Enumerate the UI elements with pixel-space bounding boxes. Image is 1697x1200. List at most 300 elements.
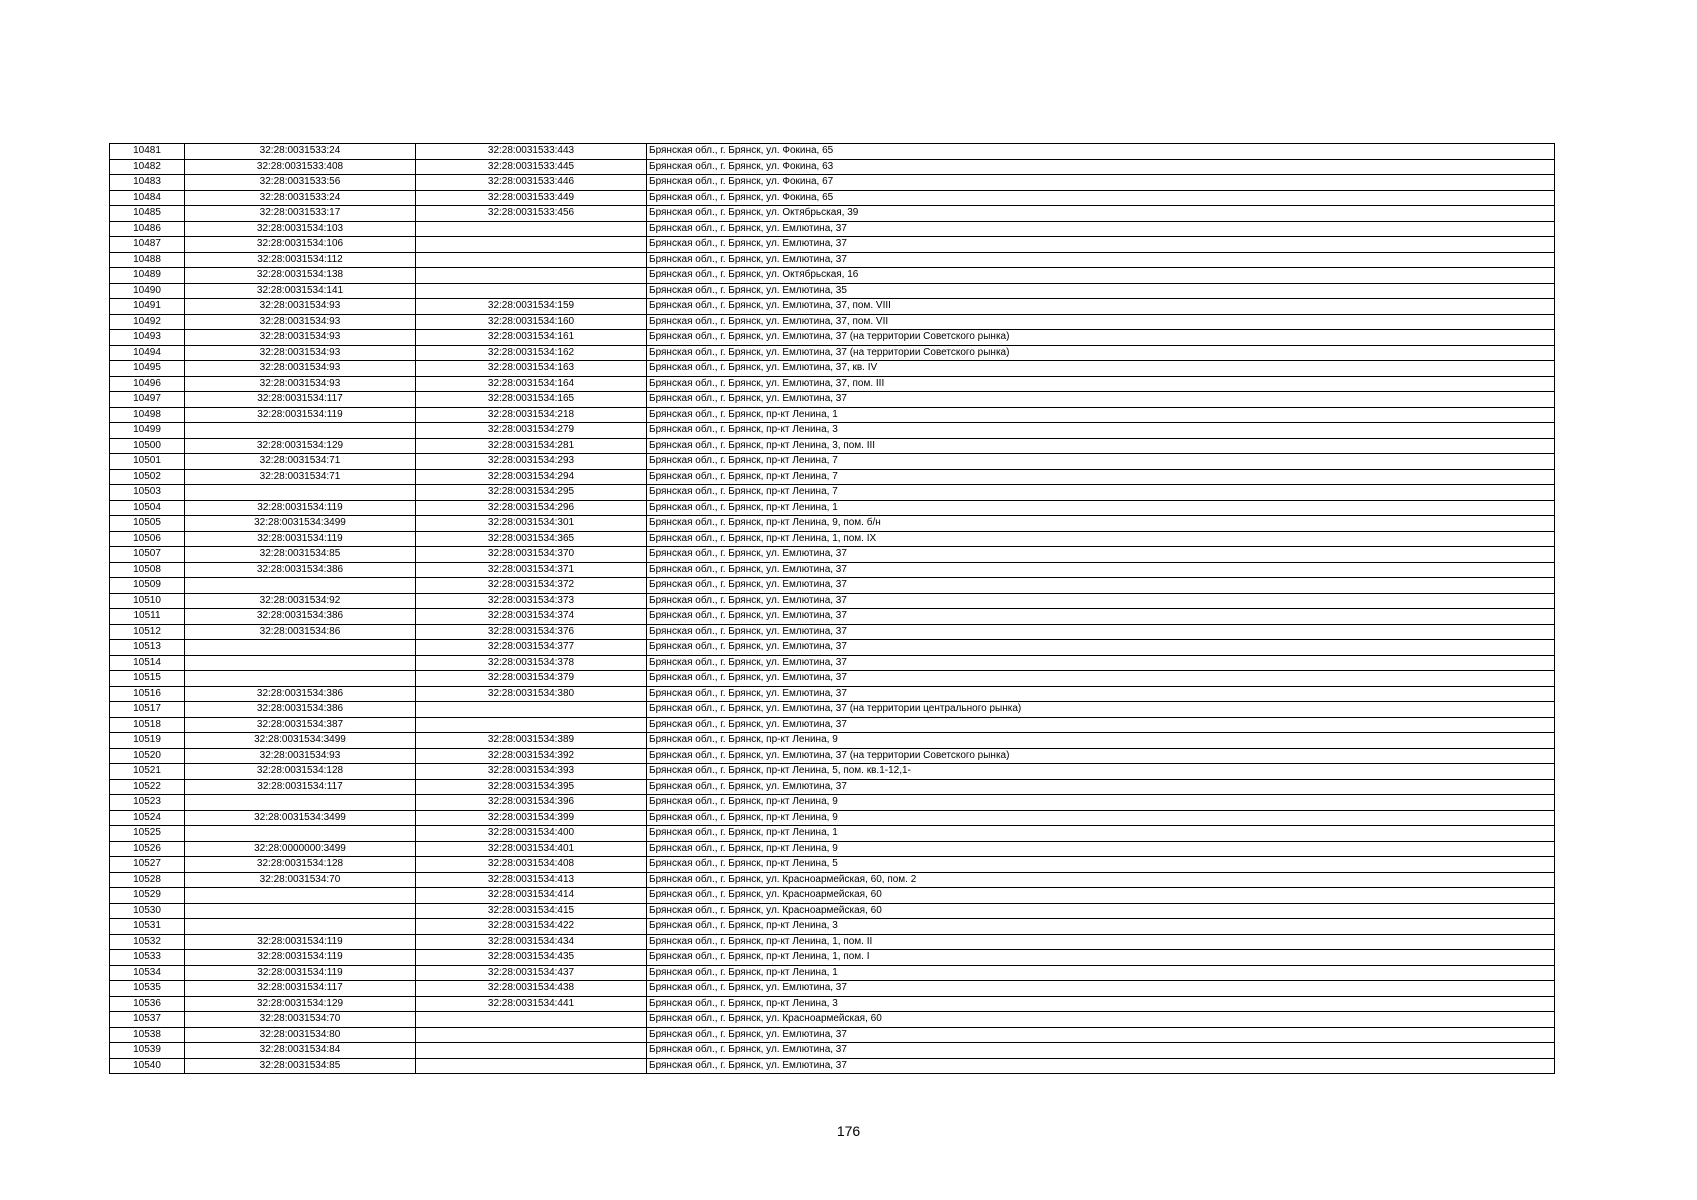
object-number-cell: 32:28:0031534:437 bbox=[416, 965, 647, 981]
object-number-cell: 32:28:0031534:376 bbox=[416, 624, 647, 640]
address-cell: Брянская обл., г. Брянск, ул. Емлютина, 37 bbox=[647, 624, 1555, 640]
row-number-cell: 10481 bbox=[110, 144, 185, 160]
table-row bbox=[110, 376, 1555, 392]
row-number-cell: 10528 bbox=[110, 872, 185, 888]
parcel-number-cell: 32:28:0031534:93 bbox=[185, 330, 416, 346]
parcel-number-cell: 32:28:0031534:119 bbox=[185, 407, 416, 423]
address-cell: Брянская обл., г. Брянск, пр-кт Ленина, 3 bbox=[647, 996, 1555, 1012]
row-number-cell: 10495 bbox=[110, 361, 185, 377]
object-number-cell: 32:28:0031534:434 bbox=[416, 934, 647, 950]
table-row bbox=[110, 407, 1555, 423]
parcel-number-cell: 32:28:0031534:119 bbox=[185, 950, 416, 966]
address-cell: Брянская обл., г. Брянск, ул. Емлютина, 37, пом. III bbox=[647, 376, 1555, 392]
address-cell: Брянская обл., г. Брянск, ул. Емлютина, 37 (на территории Советского рынка) bbox=[647, 748, 1555, 764]
row-number-cell: 10516 bbox=[110, 686, 185, 702]
parcel-number-cell: 32:28:0031534:3499 bbox=[185, 733, 416, 749]
parcel-number-cell: 32:28:0031534:387 bbox=[185, 717, 416, 733]
address-cell: Брянская обл., г. Брянск, ул. Емлютина, 37 (на территории Советского рынка) bbox=[647, 345, 1555, 361]
row-number-cell: 10507 bbox=[110, 547, 185, 563]
address-cell: Брянская обл., г. Брянск, ул. Емлютина, 37 bbox=[647, 717, 1555, 733]
parcel-number-cell: 32:28:0031534:85 bbox=[185, 1058, 416, 1074]
parcel-number-cell: 32:28:0031534:141 bbox=[185, 283, 416, 299]
object-number-cell: 32:28:0031534:279 bbox=[416, 423, 647, 439]
page-number: 176 bbox=[836, 1123, 861, 1139]
table-row bbox=[110, 1043, 1555, 1059]
parcel-number-cell: 32:28:0031534:119 bbox=[185, 500, 416, 516]
row-number-cell: 10497 bbox=[110, 392, 185, 408]
object-number-cell: 32:28:0031534:414 bbox=[416, 888, 647, 904]
object-number-cell bbox=[416, 702, 647, 718]
table-row bbox=[110, 810, 1555, 826]
row-number-cell: 10486 bbox=[110, 221, 185, 237]
address-cell: Брянская обл., г. Брянск, ул. Емлютина, 37 bbox=[647, 1043, 1555, 1059]
row-number-cell: 10519 bbox=[110, 733, 185, 749]
parcel-number-cell: 32:28:0031534:80 bbox=[185, 1027, 416, 1043]
row-number-cell: 10496 bbox=[110, 376, 185, 392]
table-row bbox=[110, 314, 1555, 330]
object-number-cell bbox=[416, 717, 647, 733]
address-cell: Брянская обл., г. Брянск, ул. Фокина, 65 bbox=[647, 190, 1555, 206]
table-row bbox=[110, 748, 1555, 764]
address-cell: Брянская обл., г. Брянск, ул. Октябрьская, 39 bbox=[647, 206, 1555, 222]
object-number-cell: 32:28:0031534:372 bbox=[416, 578, 647, 594]
address-cell: Брянская обл., г. Брянск, ул. Емлютина, 37 bbox=[647, 779, 1555, 795]
parcel-number-cell: 32:28:0031534:71 bbox=[185, 454, 416, 470]
address-cell: Брянская обл., г. Брянск, ул. Фокина, 67 bbox=[647, 175, 1555, 191]
parcel-number-cell: 32:28:0031534:85 bbox=[185, 547, 416, 563]
row-number-cell: 10506 bbox=[110, 531, 185, 547]
address-cell: Брянская обл., г. Брянск, ул. Емлютина, 37 (на территории Советского рынка) bbox=[647, 330, 1555, 346]
table-row bbox=[110, 671, 1555, 687]
object-number-cell: 32:28:0031534:160 bbox=[416, 314, 647, 330]
object-number-cell: 32:28:0031534:163 bbox=[416, 361, 647, 377]
address-cell: Брянская обл., г. Брянск, ул. Емлютина, 37 bbox=[647, 1058, 1555, 1074]
row-number-cell: 10530 bbox=[110, 903, 185, 919]
object-number-cell: 32:28:0031534:164 bbox=[416, 376, 647, 392]
table-row bbox=[110, 686, 1555, 702]
row-number-cell: 10536 bbox=[110, 996, 185, 1012]
address-cell: Брянская обл., г. Брянск, ул. Емлютина, 37 bbox=[647, 640, 1555, 656]
address-cell: Брянская обл., г. Брянск, ул. Красноармейская, 60 bbox=[647, 888, 1555, 904]
parcel-number-cell bbox=[185, 640, 416, 656]
address-cell: Брянская обл., г. Брянск, пр-кт Ленина, 5, пом. кв.1-12,1- bbox=[647, 764, 1555, 780]
object-number-cell: 32:28:0031533:445 bbox=[416, 159, 647, 175]
parcel-number-cell bbox=[185, 826, 416, 842]
table-row bbox=[110, 640, 1555, 656]
row-number-cell: 10532 bbox=[110, 934, 185, 950]
address-cell: Брянская обл., г. Брянск, пр-кт Ленина, 9, пом. б/н bbox=[647, 516, 1555, 532]
address-cell: Брянская обл., г. Брянск, пр-кт Ленина, 3, пом. III bbox=[647, 438, 1555, 454]
row-number-cell: 10484 bbox=[110, 190, 185, 206]
table-row bbox=[110, 872, 1555, 888]
address-cell: Брянская обл., г. Брянск, ул. Емлютина, 37 bbox=[647, 252, 1555, 268]
address-cell: Брянская обл., г. Брянск, пр-кт Ленина, 3 bbox=[647, 423, 1555, 439]
table-row bbox=[110, 206, 1555, 222]
parcel-number-cell: 32:28:0031534:84 bbox=[185, 1043, 416, 1059]
address-cell: Брянская обл., г. Брянск, пр-кт Ленина, 9 bbox=[647, 733, 1555, 749]
table-row bbox=[110, 733, 1555, 749]
parcel-number-cell bbox=[185, 795, 416, 811]
row-number-cell: 10534 bbox=[110, 965, 185, 981]
address-cell: Брянская обл., г. Брянск, ул. Емлютина, 37 bbox=[647, 609, 1555, 625]
row-number-cell: 10531 bbox=[110, 919, 185, 935]
row-number-cell: 10527 bbox=[110, 857, 185, 873]
parcel-number-cell: 32:28:0031534:93 bbox=[185, 376, 416, 392]
table-row bbox=[110, 1027, 1555, 1043]
table-row bbox=[110, 795, 1555, 811]
object-number-cell: 32:28:0031534:365 bbox=[416, 531, 647, 547]
parcel-number-cell: 32:28:0031533:56 bbox=[185, 175, 416, 191]
parcel-number-cell: 32:28:0031534:106 bbox=[185, 237, 416, 253]
table-row bbox=[110, 609, 1555, 625]
object-number-cell bbox=[416, 252, 647, 268]
parcel-number-cell: 32:28:0031534:70 bbox=[185, 872, 416, 888]
row-number-cell: 10491 bbox=[110, 299, 185, 315]
row-number-cell: 10498 bbox=[110, 407, 185, 423]
object-number-cell: 32:28:0031534:378 bbox=[416, 655, 647, 671]
address-cell: Брянская обл., г. Брянск, пр-кт Ленина, 9 bbox=[647, 795, 1555, 811]
object-number-cell: 32:28:0031534:399 bbox=[416, 810, 647, 826]
address-cell: Брянская обл., г. Брянск, ул. Емлютина, 37 bbox=[647, 671, 1555, 687]
parcel-number-cell: 32:28:0031534:119 bbox=[185, 965, 416, 981]
parcel-number-cell bbox=[185, 485, 416, 501]
table-row bbox=[110, 903, 1555, 919]
object-number-cell: 32:28:0031534:371 bbox=[416, 562, 647, 578]
table-row bbox=[110, 175, 1555, 191]
parcel-number-cell bbox=[185, 423, 416, 439]
row-number-cell: 10520 bbox=[110, 748, 185, 764]
row-number-cell: 10503 bbox=[110, 485, 185, 501]
row-number-cell: 10505 bbox=[110, 516, 185, 532]
parcel-number-cell: 32:28:0031534:117 bbox=[185, 392, 416, 408]
parcel-number-cell: 32:28:0031534:386 bbox=[185, 562, 416, 578]
table-row bbox=[110, 299, 1555, 315]
parcel-number-cell bbox=[185, 919, 416, 935]
address-cell: Брянская обл., г. Брянск, ул. Емлютина, 37 bbox=[647, 578, 1555, 594]
table-row bbox=[110, 857, 1555, 873]
object-number-cell: 32:28:0031534:374 bbox=[416, 609, 647, 625]
table-row bbox=[110, 888, 1555, 904]
row-number-cell: 10487 bbox=[110, 237, 185, 253]
address-cell: Брянская обл., г. Брянск, пр-кт Ленина, 1 bbox=[647, 500, 1555, 516]
row-number-cell: 10494 bbox=[110, 345, 185, 361]
row-number-cell: 10522 bbox=[110, 779, 185, 795]
address-cell: Брянская обл., г. Брянск, ул. Емлютина, 37 bbox=[647, 593, 1555, 609]
object-number-cell: 32:28:0031534:408 bbox=[416, 857, 647, 873]
object-number-cell: 32:28:0031534:377 bbox=[416, 640, 647, 656]
object-number-cell bbox=[416, 1058, 647, 1074]
parcel-number-cell: 32:28:0031534:93 bbox=[185, 345, 416, 361]
row-number-cell: 10510 bbox=[110, 593, 185, 609]
row-number-cell: 10492 bbox=[110, 314, 185, 330]
table-row bbox=[110, 950, 1555, 966]
table-row bbox=[110, 702, 1555, 718]
parcel-number-cell: 32:28:0031534:117 bbox=[185, 779, 416, 795]
table-row bbox=[110, 144, 1555, 160]
row-number-cell: 10490 bbox=[110, 283, 185, 299]
parcel-number-cell: 32:28:0031534:93 bbox=[185, 314, 416, 330]
table-row bbox=[110, 1012, 1555, 1028]
address-cell: Брянская обл., г. Брянск, ул. Емлютина, 37 bbox=[647, 547, 1555, 563]
row-number-cell: 10483 bbox=[110, 175, 185, 191]
object-number-cell: 32:28:0031534:422 bbox=[416, 919, 647, 935]
row-number-cell: 10511 bbox=[110, 609, 185, 625]
parcel-number-cell: 32:28:0031534:119 bbox=[185, 531, 416, 547]
row-number-cell: 10500 bbox=[110, 438, 185, 454]
object-number-cell: 32:28:0031533:456 bbox=[416, 206, 647, 222]
address-cell: Брянская обл., г. Брянск, ул. Фокина, 65 bbox=[647, 144, 1555, 160]
parcel-number-cell bbox=[185, 888, 416, 904]
parcel-number-cell: 32:28:0031533:24 bbox=[185, 190, 416, 206]
table-row bbox=[110, 981, 1555, 997]
parcel-number-cell: 32:28:0031534:112 bbox=[185, 252, 416, 268]
parcel-number-cell: 32:28:0031534:70 bbox=[185, 1012, 416, 1028]
parcel-number-cell: 32:28:0031534:129 bbox=[185, 438, 416, 454]
address-cell: Брянская обл., г. Брянск, ул. Красноармейская, 60, пом. 2 bbox=[647, 872, 1555, 888]
table-row bbox=[110, 934, 1555, 950]
row-number-cell: 10515 bbox=[110, 671, 185, 687]
address-cell: Брянская обл., г. Брянск, ул. Емлютина, 37, кв. IV bbox=[647, 361, 1555, 377]
row-number-cell: 10512 bbox=[110, 624, 185, 640]
address-cell: Брянская обл., г. Брянск, ул. Емлютина, 37 bbox=[647, 392, 1555, 408]
parcel-number-cell: 32:28:0031534:103 bbox=[185, 221, 416, 237]
row-number-cell: 10513 bbox=[110, 640, 185, 656]
row-number-cell: 10509 bbox=[110, 578, 185, 594]
address-cell: Брянская обл., г. Брянск, пр-кт Ленина, 1 bbox=[647, 826, 1555, 842]
address-cell: Брянская обл., г. Брянск, ул. Емлютина, 37, пом. VIII bbox=[647, 299, 1555, 315]
object-number-cell: 32:28:0031533:443 bbox=[416, 144, 647, 160]
parcel-number-cell: 32:28:0031534:3499 bbox=[185, 516, 416, 532]
parcel-number-cell: 32:28:0031533:408 bbox=[185, 159, 416, 175]
address-cell: Брянская обл., г. Брянск, ул. Емлютина, 37, пом. VII bbox=[647, 314, 1555, 330]
parcel-number-cell: 32:28:0031534:386 bbox=[185, 702, 416, 718]
table-row bbox=[110, 392, 1555, 408]
row-number-cell: 10525 bbox=[110, 826, 185, 842]
address-cell: Брянская обл., г. Брянск, пр-кт Ленина, 1 bbox=[647, 407, 1555, 423]
table-row bbox=[110, 438, 1555, 454]
row-number-cell: 10488 bbox=[110, 252, 185, 268]
object-number-cell: 32:28:0031534:396 bbox=[416, 795, 647, 811]
row-number-cell: 10514 bbox=[110, 655, 185, 671]
parcel-number-cell: 32:28:0031534:119 bbox=[185, 934, 416, 950]
table-row bbox=[110, 531, 1555, 547]
address-cell: Брянская обл., г. Брянск, ул. Красноармейская, 60 bbox=[647, 1012, 1555, 1028]
table-row bbox=[110, 996, 1555, 1012]
table-row bbox=[110, 516, 1555, 532]
parcel-number-cell: 32:28:0031534:93 bbox=[185, 748, 416, 764]
table-row bbox=[110, 237, 1555, 253]
table-row bbox=[110, 252, 1555, 268]
table-row bbox=[110, 423, 1555, 439]
object-number-cell: 32:28:0031534:393 bbox=[416, 764, 647, 780]
table-row bbox=[110, 1058, 1555, 1074]
address-cell: Брянская обл., г. Брянск, ул. Емлютина, 37 bbox=[647, 655, 1555, 671]
table-row bbox=[110, 764, 1555, 780]
object-number-cell: 32:28:0031534:413 bbox=[416, 872, 647, 888]
object-number-cell: 32:28:0031534:400 bbox=[416, 826, 647, 842]
row-number-cell: 10535 bbox=[110, 981, 185, 997]
table-row bbox=[110, 826, 1555, 842]
row-number-cell: 10485 bbox=[110, 206, 185, 222]
table-row bbox=[110, 779, 1555, 795]
object-number-cell: 32:28:0031534:373 bbox=[416, 593, 647, 609]
object-number-cell: 32:28:0031534:379 bbox=[416, 671, 647, 687]
address-cell: Брянская обл., г. Брянск, пр-кт Ленина, 1, пом. I bbox=[647, 950, 1555, 966]
table-row bbox=[110, 469, 1555, 485]
row-number-cell: 10533 bbox=[110, 950, 185, 966]
row-number-cell: 10539 bbox=[110, 1043, 185, 1059]
table-row bbox=[110, 578, 1555, 594]
cadastral-table-body bbox=[110, 144, 1555, 1074]
object-number-cell: 32:28:0031534:294 bbox=[416, 469, 647, 485]
table-row bbox=[110, 919, 1555, 935]
object-number-cell bbox=[416, 283, 647, 299]
object-number-cell bbox=[416, 1043, 647, 1059]
address-cell: Брянская обл., г. Брянск, пр-кт Ленина, 5 bbox=[647, 857, 1555, 873]
table-row bbox=[110, 717, 1555, 733]
object-number-cell: 32:28:0031533:449 bbox=[416, 190, 647, 206]
table-row bbox=[110, 965, 1555, 981]
address-cell: Брянская обл., г. Брянск, ул. Емлютина, 37 bbox=[647, 981, 1555, 997]
object-number-cell: 32:28:0031534:281 bbox=[416, 438, 647, 454]
address-cell: Брянская обл., г. Брянск, ул. Емлютина, 37 bbox=[647, 562, 1555, 578]
object-number-cell: 32:28:0031534:370 bbox=[416, 547, 647, 563]
parcel-number-cell bbox=[185, 903, 416, 919]
object-number-cell: 32:28:0031534:161 bbox=[416, 330, 647, 346]
parcel-number-cell: 32:28:0031534:128 bbox=[185, 857, 416, 873]
address-cell: Брянская обл., г. Брянск, ул. Емлютина, 37 bbox=[647, 237, 1555, 253]
table-row bbox=[110, 593, 1555, 609]
row-number-cell: 10521 bbox=[110, 764, 185, 780]
address-cell: Брянская обл., г. Брянск, ул. Красноармейская, 60 bbox=[647, 903, 1555, 919]
address-cell: Брянская обл., г. Брянск, пр-кт Ленина, 9 bbox=[647, 810, 1555, 826]
row-number-cell: 10523 bbox=[110, 795, 185, 811]
row-number-cell: 10504 bbox=[110, 500, 185, 516]
table-row bbox=[110, 159, 1555, 175]
object-number-cell: 32:28:0031534:392 bbox=[416, 748, 647, 764]
table-row bbox=[110, 454, 1555, 470]
row-number-cell: 10529 bbox=[110, 888, 185, 904]
object-number-cell: 32:28:0031534:401 bbox=[416, 841, 647, 857]
address-cell: Брянская обл., г. Брянск, пр-кт Ленина, 7 bbox=[647, 485, 1555, 501]
parcel-number-cell: 32:28:0031533:17 bbox=[185, 206, 416, 222]
object-number-cell: 32:28:0031534:438 bbox=[416, 981, 647, 997]
object-number-cell bbox=[416, 268, 647, 284]
row-number-cell: 10499 bbox=[110, 423, 185, 439]
parcel-number-cell: 32:28:0031534:128 bbox=[185, 764, 416, 780]
parcel-number-cell: 32:28:0031534:86 bbox=[185, 624, 416, 640]
table-row bbox=[110, 841, 1555, 857]
table-row bbox=[110, 190, 1555, 206]
parcel-number-cell: 32:28:0031534:386 bbox=[185, 609, 416, 625]
object-number-cell: 32:28:0031534:435 bbox=[416, 950, 647, 966]
parcel-number-cell bbox=[185, 655, 416, 671]
row-number-cell: 10502 bbox=[110, 469, 185, 485]
address-cell: Брянская обл., г. Брянск, пр-кт Ленина, 1, пом. II bbox=[647, 934, 1555, 950]
row-number-cell: 10538 bbox=[110, 1027, 185, 1043]
table-row bbox=[110, 547, 1555, 563]
row-number-cell: 10518 bbox=[110, 717, 185, 733]
object-number-cell: 32:28:0031534:415 bbox=[416, 903, 647, 919]
table-row bbox=[110, 624, 1555, 640]
parcel-number-cell: 32:28:0031534:93 bbox=[185, 299, 416, 315]
parcel-number-cell: 32:28:0031534:93 bbox=[185, 361, 416, 377]
table-row bbox=[110, 268, 1555, 284]
address-cell: Брянская обл., г. Брянск, пр-кт Ленина, 1, пом. IX bbox=[647, 531, 1555, 547]
parcel-number-cell: 32:28:0031534:138 bbox=[185, 268, 416, 284]
parcel-number-cell: 32:28:0031534:386 bbox=[185, 686, 416, 702]
address-cell: Брянская обл., г. Брянск, ул. Емлютина, 37 bbox=[647, 221, 1555, 237]
row-number-cell: 10537 bbox=[110, 1012, 185, 1028]
parcel-number-cell bbox=[185, 578, 416, 594]
address-cell: Брянская обл., г. Брянск, пр-кт Ленина, 7 bbox=[647, 454, 1555, 470]
row-number-cell: 10489 bbox=[110, 268, 185, 284]
address-cell: Брянская обл., г. Брянск, ул. Емлютина, 37 bbox=[647, 686, 1555, 702]
object-number-cell bbox=[416, 1012, 647, 1028]
address-cell: Брянская обл., г. Брянск, пр-кт Ленина, 9 bbox=[647, 841, 1555, 857]
address-cell: Брянская обл., г. Брянск, пр-кт Ленина, 3 bbox=[647, 919, 1555, 935]
object-number-cell: 32:28:0031534:159 bbox=[416, 299, 647, 315]
object-number-cell: 32:28:0031534:389 bbox=[416, 733, 647, 749]
row-number-cell: 10524 bbox=[110, 810, 185, 826]
object-number-cell bbox=[416, 1027, 647, 1043]
table-row bbox=[110, 500, 1555, 516]
table-row bbox=[110, 221, 1555, 237]
object-number-cell: 32:28:0031533:446 bbox=[416, 175, 647, 191]
row-number-cell: 10540 bbox=[110, 1058, 185, 1074]
object-number-cell: 32:28:0031534:296 bbox=[416, 500, 647, 516]
table-row bbox=[110, 485, 1555, 501]
object-number-cell: 32:28:0031534:165 bbox=[416, 392, 647, 408]
table-row bbox=[110, 562, 1555, 578]
table-row bbox=[110, 330, 1555, 346]
parcel-number-cell bbox=[185, 671, 416, 687]
address-cell: Брянская обл., г. Брянск, ул. Октябрьская, 16 bbox=[647, 268, 1555, 284]
object-number-cell bbox=[416, 237, 647, 253]
row-number-cell: 10508 bbox=[110, 562, 185, 578]
parcel-number-cell: 32:28:0031534:129 bbox=[185, 996, 416, 1012]
row-number-cell: 10526 bbox=[110, 841, 185, 857]
address-cell: Брянская обл., г. Брянск, ул. Фокина, 63 bbox=[647, 159, 1555, 175]
table-row bbox=[110, 283, 1555, 299]
address-cell: Брянская обл., г. Брянск, ул. Емлютина, 37 (на территории центрального рынка) bbox=[647, 702, 1555, 718]
address-cell: Брянская обл., г. Брянск, пр-кт Ленина, 1 bbox=[647, 965, 1555, 981]
parcel-number-cell: 32:28:0000000:3499 bbox=[185, 841, 416, 857]
table-row bbox=[110, 655, 1555, 671]
object-number-cell: 32:28:0031534:162 bbox=[416, 345, 647, 361]
object-number-cell bbox=[416, 221, 647, 237]
address-cell: Брянская обл., г. Брянск, пр-кт Ленина, 7 bbox=[647, 469, 1555, 485]
parcel-number-cell: 32:28:0031534:117 bbox=[185, 981, 416, 997]
parcel-number-cell: 32:28:0031533:24 bbox=[185, 144, 416, 160]
object-number-cell: 32:28:0031534:295 bbox=[416, 485, 647, 501]
row-number-cell: 10493 bbox=[110, 330, 185, 346]
cadastral-table bbox=[109, 143, 1555, 1074]
object-number-cell: 32:28:0031534:301 bbox=[416, 516, 647, 532]
table-row bbox=[110, 345, 1555, 361]
row-number-cell: 10482 bbox=[110, 159, 185, 175]
object-number-cell: 32:28:0031534:380 bbox=[416, 686, 647, 702]
parcel-number-cell: 32:28:0031534:71 bbox=[185, 469, 416, 485]
object-number-cell: 32:28:0031534:395 bbox=[416, 779, 647, 795]
row-number-cell: 10501 bbox=[110, 454, 185, 470]
parcel-number-cell: 32:28:0031534:3499 bbox=[185, 810, 416, 826]
address-cell: Брянская обл., г. Брянск, ул. Емлютина, 37 bbox=[647, 1027, 1555, 1043]
object-number-cell: 32:28:0031534:218 bbox=[416, 407, 647, 423]
row-number-cell: 10517 bbox=[110, 702, 185, 718]
object-number-cell: 32:28:0031534:441 bbox=[416, 996, 647, 1012]
object-number-cell: 32:28:0031534:293 bbox=[416, 454, 647, 470]
